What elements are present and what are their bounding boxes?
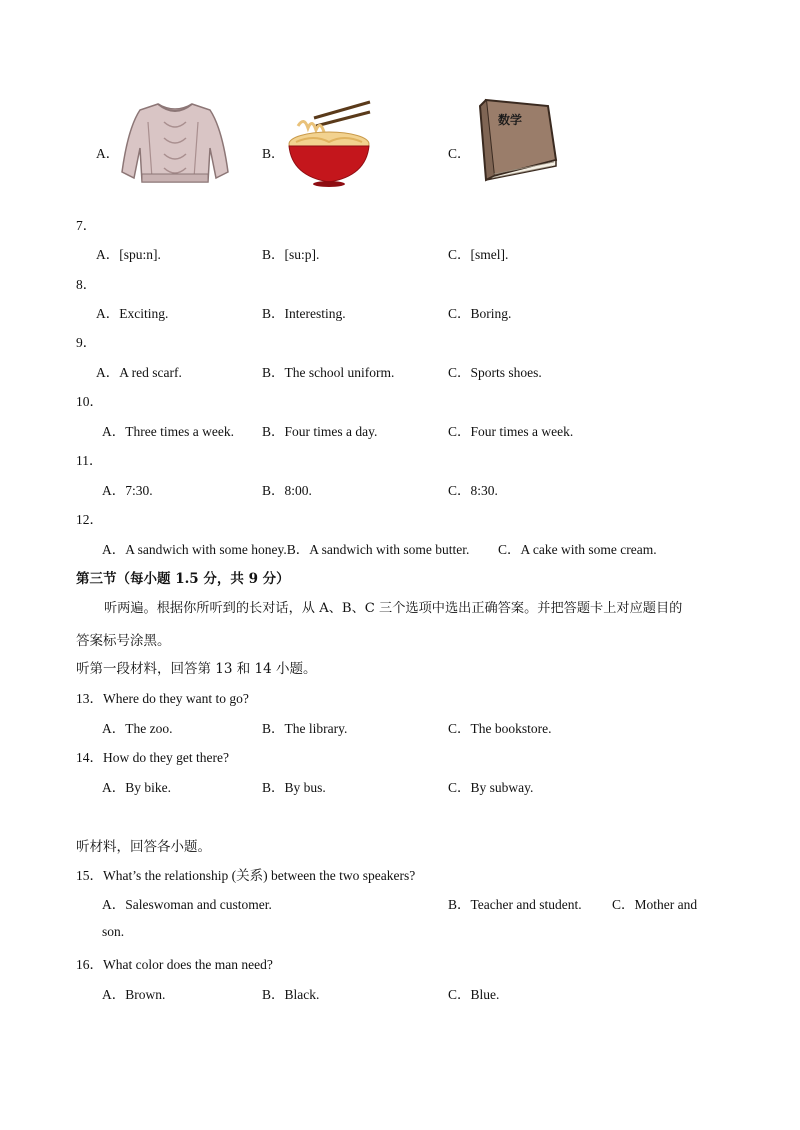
- q13-option-a: A．The zoo.: [102, 721, 173, 736]
- q15-stem: 15．What’s the relationship (关系) between the two speakers?: [76, 868, 416, 883]
- sweater-image: [118, 98, 232, 186]
- q7-option-c: C．[smel].: [448, 247, 509, 262]
- q8-option-c: C．Boring.: [448, 306, 512, 321]
- material1-instruction: 听第一段材料，回答第 13 和 14 小题。: [76, 661, 317, 677]
- q13-option-c: C．The bookstore.: [448, 721, 552, 736]
- q8-number: 8．: [76, 277, 97, 292]
- q7-number: 7．: [76, 218, 97, 233]
- q12-option-c: C．A cake with some cream.: [498, 542, 657, 557]
- q12-option-a-b: A．A sandwich with some honey.B．A sandwich with some butter.: [102, 542, 470, 557]
- section3-heading: 第三节（每小题 1.5 分，共 9 分）: [76, 571, 290, 587]
- q10-option-a: A．Three times a week.: [102, 424, 234, 439]
- q7-option-b: B．[su:p].: [262, 247, 320, 262]
- math-book-image: [472, 96, 560, 186]
- q12-number: 12．: [76, 512, 103, 527]
- q6-option-a-label: A．: [96, 146, 120, 161]
- q9-option-a: A．A red scarf.: [96, 365, 182, 380]
- q6-option-b-label: B．: [262, 146, 285, 161]
- q13-option-b: B．The library.: [262, 721, 348, 736]
- q11-option-b: B．8:00.: [262, 483, 312, 498]
- q15-option-c: C．Mother and: [612, 897, 698, 912]
- q13-stem: 13．Where do they want to go?: [76, 691, 249, 706]
- q15-option-b: B．Teacher and student.: [448, 897, 582, 912]
- q10-option-b: B．Four times a day.: [262, 424, 378, 439]
- q8-option-b: B．Interesting.: [262, 306, 346, 321]
- q14-stem: 14．How do they get there?: [76, 750, 229, 765]
- q7-option-a: A．[spu:n].: [96, 247, 161, 262]
- q14-option-c: C．By subway.: [448, 780, 534, 795]
- q15-option-c-continued: son.: [102, 924, 125, 939]
- q11-number: 11．: [76, 453, 103, 468]
- section3-instructions-line1: 听两遍。根据你所听到的长对话，从 A、B、C 三个选项中选出正确答案。并把答题卡上对应题目的: [104, 601, 683, 616]
- q16-stem: 16．What color does the man need?: [76, 957, 273, 972]
- q6-option-c-label: C．: [448, 146, 471, 161]
- noodles-image: [284, 96, 374, 188]
- q9-option-c: C．Sports shoes.: [448, 365, 542, 380]
- q14-option-b: B．By bus.: [262, 780, 326, 795]
- material2-instruction: 听材料，回答各小题。: [76, 839, 211, 855]
- book-cover-text: 数学: [498, 113, 523, 127]
- q9-number: 9．: [76, 335, 97, 350]
- q16-option-c: C．Blue.: [448, 987, 500, 1002]
- q16-option-b: B．Black.: [262, 987, 320, 1002]
- q11-option-c: C．8:30.: [448, 483, 498, 498]
- q10-number: 10．: [76, 394, 103, 409]
- q10-option-c: C．Four times a week.: [448, 424, 574, 439]
- q11-option-a: A．7:30.: [102, 483, 153, 498]
- section3-instructions-line2: 答案标号涂黑。: [76, 633, 171, 649]
- q8-option-a: A．Exciting.: [96, 306, 169, 321]
- q9-option-b: B．The school uniform.: [262, 365, 395, 380]
- q15-option-a: A．Saleswoman and customer.: [102, 897, 272, 912]
- q14-option-a: A．By bike.: [102, 780, 171, 795]
- q16-option-a: A．Brown.: [102, 987, 166, 1002]
